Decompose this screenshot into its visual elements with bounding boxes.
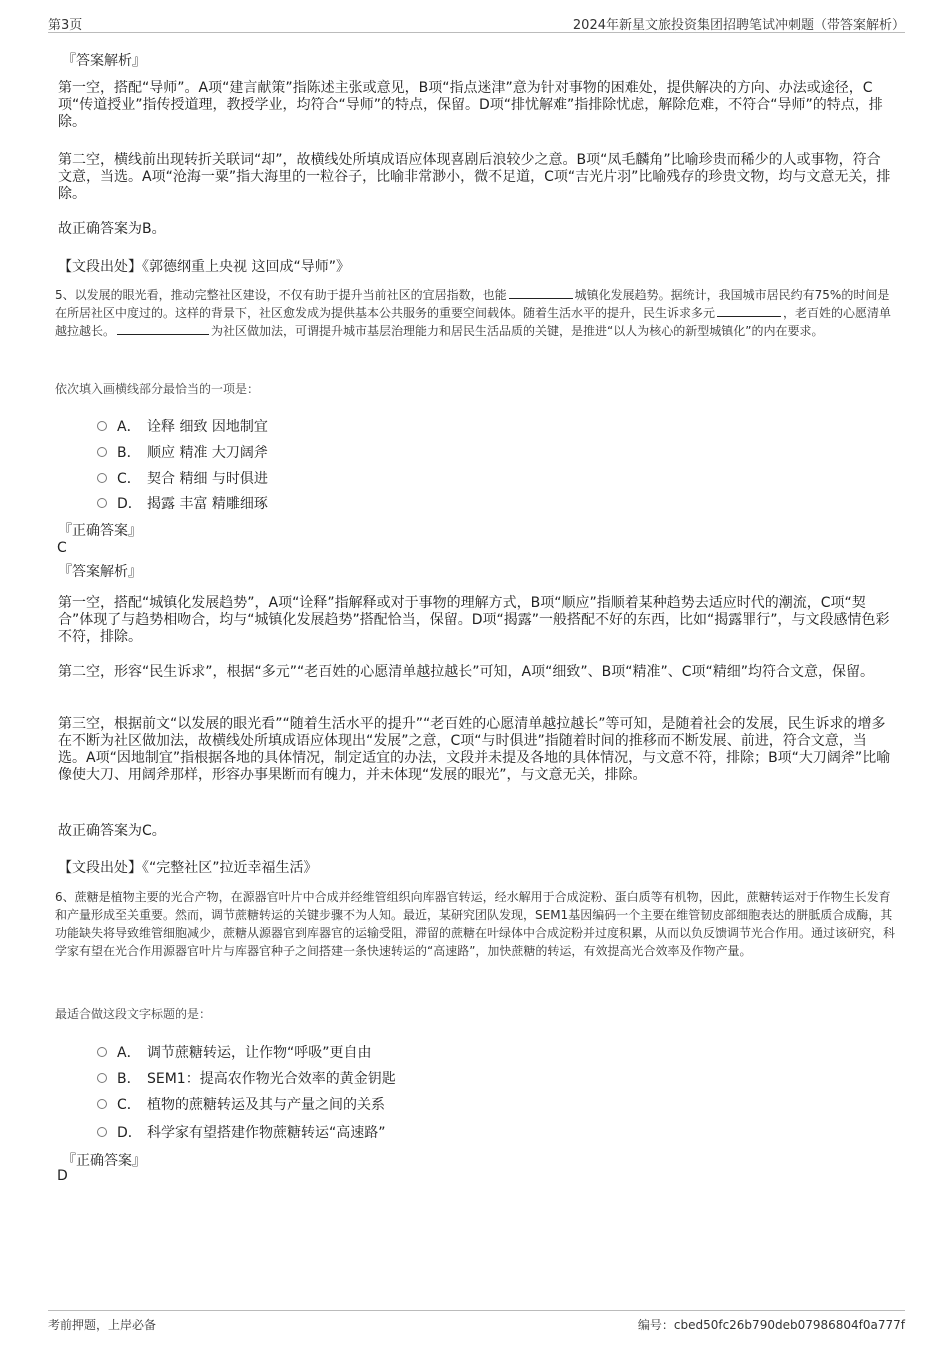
q6-option-d[interactable] — [97, 1122, 386, 1142]
q5-option-a[interactable] — [97, 416, 268, 436]
q6-option-c[interactable] — [97, 1094, 385, 1114]
q5-option-d[interactable] — [97, 493, 268, 513]
option-key: D． — [117, 1125, 142, 1141]
option-text: 科学家有望搭建作物蔗糖转运“高速路” — [147, 1125, 386, 1141]
q5-analysis-label: 『答案解析』 — [58, 564, 142, 580]
option-text: 诠释 细致 因地制宜 — [147, 419, 268, 435]
q5-source: 【文段出处】《“完整社区”拉近幸福生活》 — [58, 860, 318, 876]
q5-ask: 依次填入画横线部分最恰当的一项是： — [55, 382, 260, 396]
q5-conclusion: 故正确答案为C。 — [58, 823, 166, 839]
option-key: C． — [117, 471, 141, 487]
radio-icon[interactable] — [97, 447, 107, 457]
option-key: B． — [117, 445, 141, 461]
q5-stem — [55, 286, 897, 340]
q6-option-b[interactable] — [97, 1068, 396, 1088]
footer-slogan: 考前押题，上岸必备 — [48, 1318, 157, 1332]
q5-analysis-p1: 第一空，搭配“城镇化发展趋势”，A项“诠释”指解释或对于事物的理解方式，B项“顺应”指顺着某种趋势去适应时代的潮流，C项“契合”体现了与趋势相吻合，均与“城镇化发展趋势”搭配恰当，保留。D项“揭露”一般搭配不好的东西，比如“揭露罪行”，与文段感情色彩不符，排除。 — [58, 595, 890, 645]
q5-answer: C — [57, 540, 67, 556]
radio-icon[interactable] — [97, 421, 107, 431]
option-key: A． — [117, 419, 141, 435]
q4-analysis-label: 『答案解析』 — [62, 53, 146, 69]
radio-icon[interactable] — [97, 473, 107, 483]
document-title: 2024年新星文旅投资集团招聘笔试冲刺题（带答案解析） — [572, 18, 905, 33]
q6-ask: 最适合做这段文字标题的是： — [55, 1007, 212, 1021]
radio-icon[interactable] — [97, 1099, 107, 1109]
q6-answer-label: 『正确答案』 — [62, 1153, 146, 1169]
q4-analysis-p1: 第一空，搭配“导师”。A项“建言献策”指陈述主张或意见，B项“指点迷津”意为针对事物的困难处，提供解决的方向、办法或途径，C项“传道授业”指传授道理，教授学业，均符合“导师”的特点，保留。D项“排忧解难”指排除忧虑，解除危难，不符合“导师”的特点，排除。 — [58, 80, 883, 130]
q5-stem-part1: 5、以发展的眼光看，推动完整社区建设，不仅有助于提升当前社区的宜居指数，也能 — [55, 288, 507, 302]
q5-analysis-p2: 第二空，形容“民生诉求”，根据“多元”“老百姓的心愿清单越拉越长”可知，A项“细致”、B项“精准”、C项“精细”均符合文意，保留。 — [58, 664, 874, 680]
option-text: 揭露 丰富 精雕细琢 — [147, 496, 268, 512]
q5-blank-2 — [717, 304, 781, 317]
q6-answer: D — [57, 1168, 68, 1184]
radio-icon[interactable] — [97, 1127, 107, 1137]
q6-option-a[interactable] — [97, 1042, 372, 1062]
page-footer — [48, 1310, 905, 1331]
q5-option-b[interactable] — [97, 442, 268, 462]
document-code: 编号：cbed50fc26b790deb07986804f0a777f — [637, 1318, 905, 1332]
q5-answer-label: 『正确答案』 — [58, 523, 142, 539]
q4-source: 【文段出处】《郭德纲重上央视 这回成“导师”》 — [58, 259, 350, 275]
q5-option-c[interactable] — [97, 468, 268, 488]
option-text: 调节蔗糖转运，让作物“呼吸”更自由 — [147, 1045, 372, 1061]
radio-icon[interactable] — [97, 1073, 107, 1083]
option-key: C． — [117, 1097, 141, 1113]
option-key: A． — [117, 1045, 141, 1061]
option-text: SEM1：提高农作物光合效率的黄金钥匙 — [147, 1071, 396, 1087]
q4-conclusion: 故正确答案为B。 — [58, 221, 166, 237]
q5-stem-part4: 为社区做加法，可谓提升城市基层治理能力和居民生活品质的关键，是推进“以人为核心的新型城镇化”的内在要求。 — [211, 324, 824, 338]
option-text: 契合 精细 与时俱进 — [147, 471, 268, 487]
radio-icon[interactable] — [97, 1047, 107, 1057]
q6-stem: 6、蔗糖是植物主要的光合产物，在源器官叶片中合成并经维管组织向库器官转运，经水解用于合成淀粉、蛋白质等有机物，因此，蔗糖转运对于作物生长发育和产量形成至关重要。然而，调节蔗糖转运的关键步骤不为人知。最近，某研究团队发现，SEM1基因编码一个主要在维管韧皮部细胞表达的胼胝质合成酶，其功能缺失将导致维管细胞减少，蔗糖从源器官到库器官的运输受阻，滞留的蔗糖在叶绿体中合成淀粉并过度积累，从而以负反馈调节光合作用。通过该研究，科学家有望在光合作用源器官叶片与库器官种子之间搭建一条快速转运的“高速路”，加快蔗糖的转运，有效提高光合效率及作物产量。 — [55, 890, 896, 958]
option-text: 顺应 精准 大刀阔斧 — [147, 445, 268, 461]
option-text: 植物的蔗糖转运及其与产量之间的关系 — [147, 1097, 385, 1113]
q5-blank-1 — [509, 286, 573, 299]
q4-analysis-p2: 第二空，横线前出现转折关联词“却”，故横线处所填成语应体现喜剧后浪较少之意。B项“凤毛麟角”比喻珍贵而稀少的人或事物，符合文意，当选。A项“沧海一粟”指大海里的一粒谷子，比喻非常渺小，微不足道，C项“吉光片羽”比喻残存的珍贵文物，均与文意无关，排除。 — [58, 152, 891, 202]
q5-stem-part3: ，老百姓的心愿清单越拉越长。 — [55, 306, 892, 338]
page-header — [48, 12, 905, 33]
radio-icon[interactable] — [97, 498, 107, 508]
option-key: D． — [117, 496, 142, 512]
page-number: 第3页 — [48, 18, 83, 33]
q5-blank-3 — [117, 322, 209, 335]
q5-analysis-p3: 第三空，根据前文“以发展的眼光看”“随着生活水平的提升”“老百姓的心愿清单越拉越长”等可知，是随着社会的发展，民生诉求的增多在不断为社区做加法，故横线处所填成语应体现出“发展”之意，C项“与时俱进”指随着时间的推移而不断发展、前进，符合文意，当选。A项“因地制宜”指根据各地的具体情况，制定适宜的办法，文段并未提及各地的具体情况，与文意不符，排除；B项“大刀阔斧”比喻像使大刀、用阔斧那样，形容办事果断而有魄力，并未体现“发展的眼光”，与文意无关，排除。 — [58, 716, 891, 783]
option-key: B． — [117, 1071, 141, 1087]
q5-stem-part2: 城镇化发展趋势。据统计，我国城市居民约有75%的时间是在所居社区中度过的。这样的背景下，社区愈发成为提供基本公共服务的重要空间载体。随着生活水平的提升，民生诉求多元 — [55, 288, 890, 320]
